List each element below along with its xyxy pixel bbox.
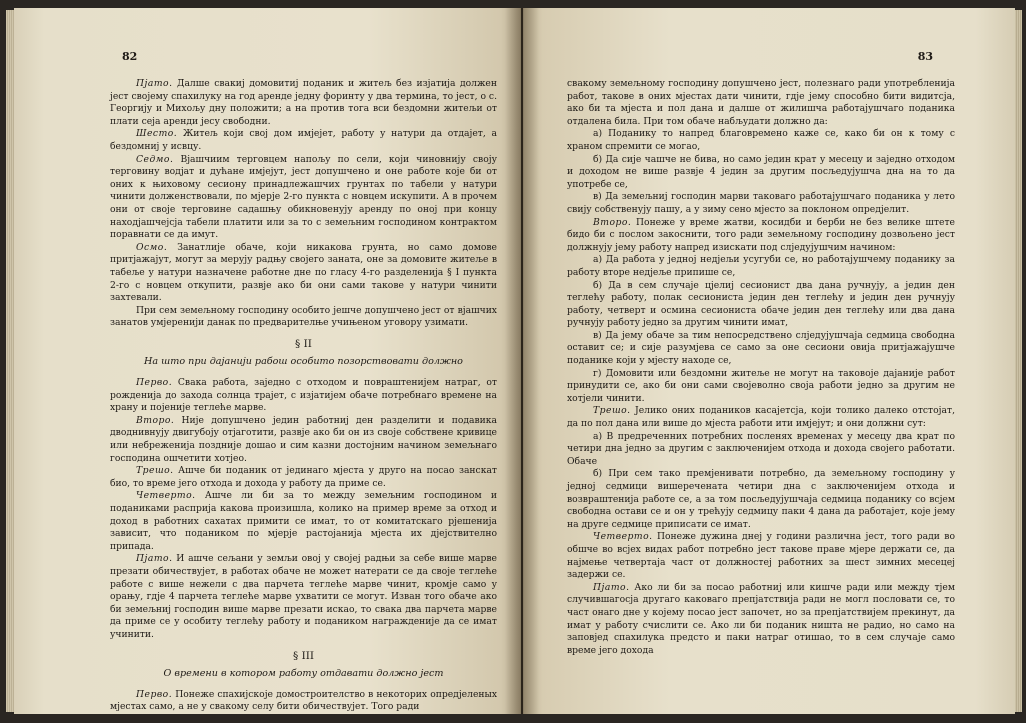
paragraph-lead: Второ.: [136, 414, 175, 426]
paragraph-text: свакому земељному господину допушчено јест, полезнаго ради употребленија работ, такове в оних мјестах дати чинити, гдје јему способно бити видитсја, ако би та мјеста и пол дана и далше от жилишча работајушчаго поданика отдалена била. При том обаче набљудати должно да:: [567, 78, 955, 127]
paragraph-group: [110, 78, 497, 330]
paragraph-lead: Пјато.: [136, 78, 173, 89]
paragraph: [567, 368, 955, 406]
paragraph: [110, 242, 497, 305]
section-title: О времени в котором работу отдавати должно јест: [163, 668, 444, 680]
paragraph-text: г) Домовити или бездомни житеље не могут на таковоје дајаније работ принудити се, ако би они сами својеволно своја работи једно за другим не хотјели чинити.: [567, 367, 955, 404]
page-text: [110, 48, 497, 714]
paragraph: [567, 431, 955, 469]
paragraph-lead: Осмо.: [136, 241, 168, 253]
paragraph: [110, 128, 497, 153]
paragraph-lead: Шесто.: [136, 128, 178, 140]
paragraph-text: б) Да сије чашче не бива, но само једин крат у месецу и заједно отходом и доходом не више развје 4 једин за другим посљедујушча дна на то да употребе се,: [567, 153, 955, 190]
paragraph: [567, 405, 955, 430]
paragraph: [567, 128, 955, 153]
paragraph: [567, 582, 955, 658]
paragraph-text: Понеже у време жатви, косидби и берби не без велике штете бидо би с послом закоснити, того ради земељному господину дозвољено јест должнују јему работу напред изискати под слједујушчим начином:: [567, 216, 955, 253]
paragraph: [110, 490, 497, 553]
paragraph-text: Понеже дужина днеј у години различна јест, того ради во обшче во всјех видах работ потребно јест такове праве мјере держати се, да најмење четвертаја част от должностеј работних за шест зимних месецеј задержи се.: [567, 531, 955, 581]
paragraph-group: [110, 689, 497, 714]
paragraph: [110, 415, 497, 465]
paragraph-lead: Трешо.: [136, 465, 174, 477]
paragraph: [567, 531, 955, 581]
paragraph-text: Занатлије обаче, који никакова грунта, но само домове притјажајут, могут за мерују радњу својего заната, оне за домовите житеље в табеље у натури назначене работне дне по гласу 4-го разделенија § I пункта 2-го с новцем откупити, развје ако би они сами такове у натури чинити захтевали.: [110, 241, 497, 304]
paragraph: [567, 468, 955, 531]
paragraph-lead: Четверто.: [593, 531, 653, 543]
paragraph-text: Вјашчиим терговцем напољу по сели, који чиновнију своју терговину водјат и дућане имјејут, јест допушчено и оне работе које би от оних к њиховому сесиону принадлежашчих грунтах по табели у натури чинити долженствовали, по мјерје 2-го пункта с новцем искупити. А в прочем они от своје терговине садашњу обикновенују аренду по оној при концу находјашчејсја табели платити или за то с земељним господином контрактом поравнати се да имут.: [110, 153, 497, 241]
paragraph-group: [110, 377, 497, 641]
paragraph: [110, 377, 497, 415]
paragraph-text: И ашче сељани у земљи овој у својеј радњи за себе више марве презати обичествујет, в работах обаче не может натерати се да своје теглеће работе с више нежели с два парчета теглеће марве чинит, кромје само у орању, гдје 4 парчета теглеће марве ухватити се могут. Изван того обаче ако би земељниј господин више марве презати искао, то свака два парчета марве да приме се у особиту теглећу работу и подаником награжденије да се имат учинити.: [110, 553, 497, 640]
paragraph-lead: Второ.: [593, 216, 632, 228]
paragraph-text: Ако ли би за посао работниј или кишче ради или между тјем случившагосја другаго каковаго препјатствија ради не могл пословати се, то част онаго дне у којему посао јест започет, но за препјатствијем прекинут, да имат у работу счислити се. Ако ли би поданик ништа не радио, но само на заповјед спахилука предсто и паки натраг отишао, то в сем случаје само време јего дохода: [567, 581, 955, 656]
paragraph-text: в) Да јему обаче за тим непосредствено слједујушчаја седмица свободна оставит се; и сије разумјева се само за оне сесиони овија притјажајушче поданике који у мјесту находе се,: [567, 329, 955, 367]
paragraph-text: Ашче би поданик от јединаго мјеста у друго на посао занскат био, то време јего отхода и дохода у работу да приме се.: [110, 465, 497, 489]
paragraph-text: Јелико оних подаников касајетсја, који толико далеко отстојат, да по пол дана или више до мјеста работи ити имјејут; и они должни сут:: [567, 405, 955, 430]
paragraph: [567, 78, 955, 128]
paragraph-lead: Седмо.: [136, 153, 174, 165]
paragraph-text: а) Да работа у једној недјељи усугуби се, но работајушчему поданику за работу вторе недјеље припише се,: [567, 254, 955, 278]
paragraph: [110, 78, 497, 128]
paragraph: [110, 305, 497, 330]
paragraph-group: [567, 78, 955, 657]
paragraph: [567, 191, 955, 216]
paragraph-text: б) Да в сем случаје цјелиј сесионист два дана ручнују, а једин ден теглећу работу, полак сесиониста једин ден теглећу и једин ден ручнују работу, четверт и осмина сесиониста обаче једин ден теглећу или два дана ручнују работу једно за другим чинити имат,: [567, 279, 955, 329]
paragraph-lead: Трешо.: [593, 405, 631, 417]
paragraph-lead: Пјато.: [136, 553, 173, 565]
right-page: [523, 8, 1015, 714]
paragraph: [110, 689, 497, 714]
paragraph-text: Свака работа, заједно с отходом и повраштенијем натраг, от рожденија до захода солнца трајет, с изјатијем обаче потребнаго времене на храну и појеније теглеће марве.: [110, 377, 497, 414]
paragraph-text: Далше свакиј домовитиј поданик и житељ без изјатија должен јест својему спахилуку на год аренде једну форинту у два термина, то јест, о с. Георгију и Михољу дну положити; а на против тога вси бездомни житељи от плати сеја аренди јесу свободни.: [110, 78, 497, 127]
paragraph: [567, 217, 955, 255]
paragraph-text: б) При сем тако премјенивати потребно, да земељному господину у једној седмици вишеречената четири дна с заключенијем отхода и возвраштенија работе се, а за том посљедујушчаја седмица поданику со всјем свободна остави се и он у трећују седмицу паки 4 дана да работајет, које јему на друге седмице приписати се имат.: [567, 468, 955, 530]
page-text: [567, 48, 955, 657]
paragraph-text: а) Поданику то напред благовремено каже се, како би он к тому с храном спремити се могао,: [567, 128, 955, 152]
paragraph-lead: Пјато.: [593, 581, 630, 593]
paragraph: [567, 280, 955, 330]
left-page: [14, 8, 521, 714]
paragraph-text: При сем земељному господину особито јешче допушчено јест от вјашчих занатов умјеренији данак по предварителње учињеном уговору узимати.: [110, 304, 497, 329]
paragraph: [110, 465, 497, 490]
paragraph-text: Није допушчено једин работниј ден разделити и подавика дводнивнују двигубоју отјаготити, развје ако би он из своје собствене кривице или небреженија поздније дошао и сим казни достојним начином земељнаго господина ошчетити хотјео.: [110, 414, 497, 464]
page-number: 83: [917, 50, 933, 63]
paragraph: [110, 154, 497, 242]
paragraph-text: в) Да земељниј господин марви таковаго работајушчаго поданика у лето свију собственују пашу, а у зиму сено мјесто за поклоном опредјелит.: [567, 191, 955, 215]
paragraph: [567, 254, 955, 279]
section-heading: § II: [295, 337, 312, 350]
paragraph-lead: Перво.: [136, 377, 173, 389]
section-title: На што при дајанији рабош особито позорствовати должно: [144, 356, 463, 368]
page-number: 82: [122, 50, 138, 63]
section-heading: § III: [292, 649, 315, 662]
paragraph-text: Житељ који свој дом имјејет, работу у натури да отдајет, а бездомниј у исвцу.: [110, 128, 497, 152]
paragraph-text: Ашче ли би за то между земељним господином и поданиками расприја какова произишла, колико на пример време за отход и доход в работних сахатах примити се имат, то от комитатскаго рјешенија зависит, что подаником по мјерје растојанија мјеста их дјејствително припада.: [110, 490, 497, 552]
paragraph-lead: Перво.: [136, 688, 173, 700]
paragraph-text: а) В предреченних потребних посленях временах у месецу два крат по четири дна једно за другим с заключенијем отхода и дохода својего работати. Обаче: [567, 430, 955, 467]
paragraph: [567, 330, 955, 368]
paragraph: [110, 553, 497, 641]
paragraph-text: Понеже спахијскоје домостроителство в некоторих опредјеленых мјестах само, а не у свакому селу бити обичествујет. Того ради: [110, 688, 497, 713]
paragraph: [567, 154, 955, 192]
paragraph-lead: Четверто.: [136, 490, 196, 502]
